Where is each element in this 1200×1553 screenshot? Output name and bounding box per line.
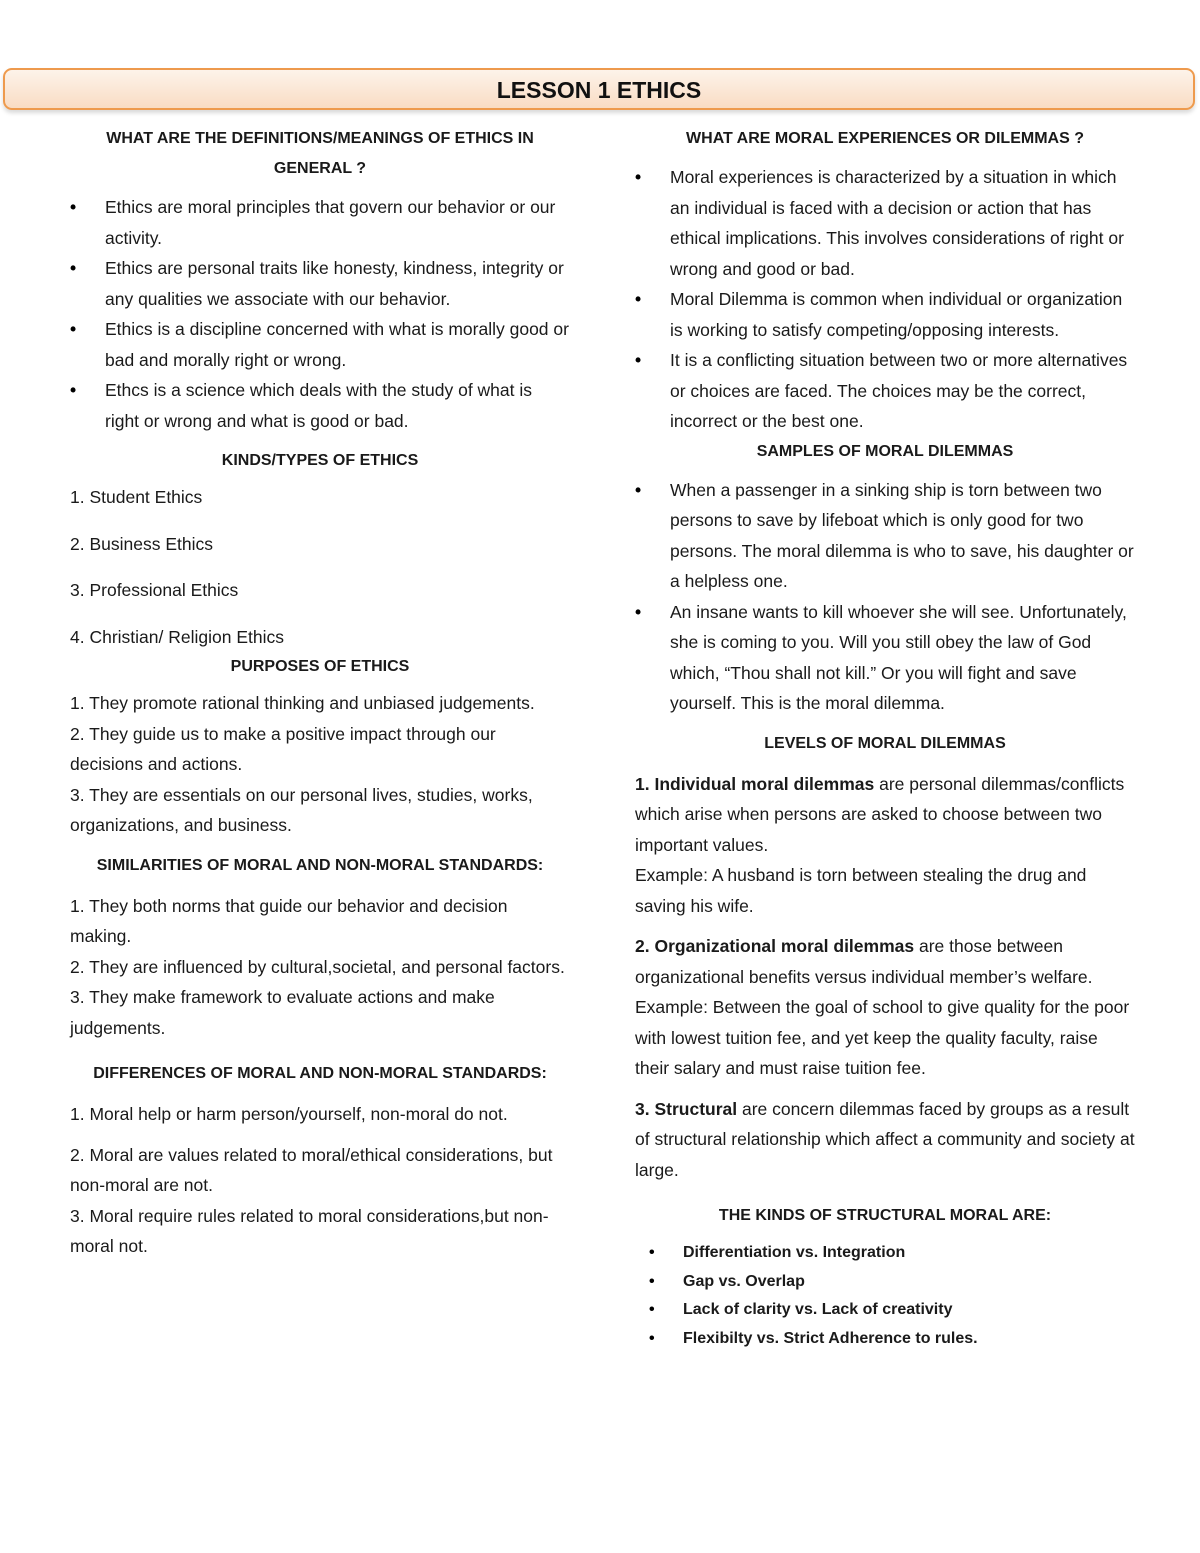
structural-kinds-heading: THE KINDS OF STRUCTURAL MORAL ARE: <box>718 1207 1052 1224</box>
list-item: 3. Professional Ethics <box>70 580 239 600</box>
right-column <box>635 124 1135 1353</box>
list-item: • An insane wants to kill whoever she will see. Unfortunately, she is coming to you. Will you still obey the law of God which, “Thou shall not kill.” Or you will fight and save yourself. This is the moral dilemma. <box>635 597 1135 719</box>
purposes-heading: PURPOSES OF ETHICS <box>230 658 410 675</box>
list-item: • Moral experiences is characterized by a situation in which an individual is faced with a decision or action that has ethical implications. This involves considerations of right or wrong and good or bad. <box>635 162 1135 284</box>
page-title: LESSON 1 ETHICS <box>3 68 1195 110</box>
list-item: • Flexibilty vs. Strict Adherence to rules. <box>635 1325 1135 1354</box>
structural-kinds-list <box>635 1239 1135 1353</box>
list-item: • Ethics is a discipline concerned with what is morally good or bad and morally right or wrong. <box>70 314 570 375</box>
list-item: 1. They promote rational thinking and unbiased judgements. <box>70 693 535 713</box>
list-item: 3. They make framework to evaluate actions and make judgements. <box>70 987 495 1038</box>
structural-dilemma <box>635 1094 1135 1186</box>
left-column <box>70 124 570 1262</box>
list-item: • Moral Dilemma is common when individual or organization is working to satisfy competing/opposing interests. <box>635 284 1135 345</box>
list-item: 3. Moral require rules related to moral considerations,but non-moral not. <box>70 1205 549 1256</box>
list-item: • Lack of clarity vs. Lack of creativity <box>635 1296 1135 1325</box>
structural-dilemma-lead: 3. Structural <box>635 1098 738 1119</box>
list-item: • Differentiation vs. Integration <box>635 1239 1135 1268</box>
organizational-dilemma-text: are those between organizational benefits versus individual member’s welfare. <box>635 936 1093 987</box>
similarities-heading: SIMILARITIES OF MORAL AND NON-MORAL STANDARDS: <box>96 856 544 874</box>
list-item: • Gap vs. Overlap <box>635 1268 1135 1297</box>
individual-dilemma <box>635 769 1135 861</box>
organizational-dilemma <box>635 931 1135 992</box>
structural-dilemma-text: are concern dilemmas faced by groups as a result of structural relationship which affect a community and society at large. <box>635 1098 1135 1180</box>
list-item: • Ethics are moral principles that govern our behavior or our activity. <box>70 192 570 253</box>
samples-heading: SAMPLES OF MORAL DILEMMAS <box>756 442 1014 460</box>
kinds-heading: KINDS/TYPES OF ETHICS <box>221 452 419 469</box>
levels-heading: LEVELS OF MORAL DILEMMAS <box>764 734 1006 752</box>
individual-dilemma-text: are personal dilemmas/conflicts which arise when persons are asked to choose between two important values. <box>635 773 1125 855</box>
list-item: 3. They are essentials on our personal lives, studies, works, organizations, and business. <box>70 784 533 835</box>
dilemmas-heading: WHAT ARE MORAL EXPERIENCES OR DILEMMAS ? <box>686 130 1084 147</box>
list-item: • It is a conflicting situation between two or more alternatives or choices are faced. The choices may be the correct, incorrect or the best one. <box>635 345 1135 437</box>
differences-heading: DIFFERENCES OF MORAL AND NON-MORAL STANDARDS: <box>93 1065 547 1082</box>
individual-dilemma-lead: 1. Individual moral dilemmas <box>635 773 875 794</box>
list-item: 1. Moral help or harm person/yourself, non-moral do not. <box>70 1104 508 1124</box>
list-item: • Ethcs is a science which deals with the study of what is right or wrong and what is good or bad. <box>70 375 570 436</box>
definitions-list <box>70 192 570 436</box>
dilemmas-list <box>635 162 1135 437</box>
organizational-dilemma-lead: 2. Organizational moral dilemmas <box>635 936 915 956</box>
list-item: 1. Student Ethics <box>70 487 203 507</box>
individual-example: Example: A husband is torn between stealing the drug and saving his wife. <box>635 865 1087 916</box>
list-item: 2. They are influenced by cultural,societal, and personal factors. <box>70 956 565 977</box>
list-item: 1. They both norms that guide our behavior and decision making. <box>70 895 508 946</box>
definitions-heading: WHAT ARE THE DEFINITIONS/MEANINGS OF ETHICS IN GENERAL ? <box>106 130 534 177</box>
list-item: 4. Christian/ Religion Ethics <box>70 626 284 647</box>
list-item: 2. Business Ethics <box>70 533 213 554</box>
list-item: • Ethics are personal traits like honesty, kindness, integrity or any qualities we associate with our behavior. <box>70 253 570 314</box>
list-item: • When a passenger in a sinking ship is torn between two persons to save by lifeboat which is only good for two persons. The moral dilemma is who to save, his daughter or a helpless one. <box>635 475 1135 597</box>
organizational-example: Example: Between the goal of school to give quality for the poor with lowest tuition fee, and yet keep the quality faculty, raise their salary and must raise tuition fee. <box>635 997 1130 1078</box>
list-item: 2. They guide us to make a positive impact through our decisions and actions. <box>70 723 496 774</box>
list-item: 2. Moral are values related to moral/ethical considerations, but non-moral are not. <box>70 1144 553 1195</box>
samples-list <box>635 475 1135 719</box>
